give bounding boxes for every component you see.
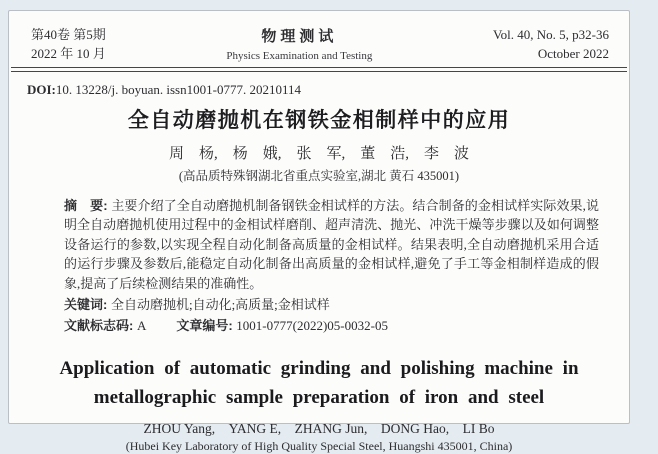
header-double-rule — [11, 67, 627, 72]
article-id-value: 1001-0777(2022)05-0032-05 — [236, 318, 388, 334]
article-authors-en: ZHOU Yang, YANG E, ZHANG Jun, DONG Hao, LI Bo — [143, 420, 495, 436]
article-title-cn: 全自动磨抛机在钢铁金相制样中的应用 — [127, 109, 511, 132]
doi-value: 10. 13228/j. boyuan. issn1001-0777. 20210114 — [55, 82, 301, 97]
keywords-label: 关键词: — [64, 297, 111, 313]
abstract-paragraph — [64, 196, 599, 293]
journal-header-left — [31, 25, 106, 63]
article-title-en — [9, 354, 629, 412]
journal-date-cn: 2022 年 10 月 — [31, 46, 106, 61]
article-affiliation-cn: (高品质特殊钢湖北省重点实验室,湖北 黄石 435001) — [178, 169, 460, 183]
journal-volume-issue-cn: 第40卷 第5期 — [31, 27, 106, 42]
keywords-line — [64, 295, 599, 314]
article-title-en-line1: Application of automatic grinding and polishing machine in — [59, 357, 579, 379]
journal-header-right — [493, 25, 609, 63]
article-title-en-line2: metallographic sample preparation of iron and steel — [93, 386, 545, 408]
journal-name-cn: 物理测试 — [261, 28, 338, 45]
journal-header — [9, 11, 629, 63]
doc-code-value: A — [136, 318, 147, 334]
doc-code-label: 文献标志码: — [64, 318, 137, 334]
article-authors-cn: 周 杨, 杨 娥, 张 军, 董 浩, 李 波 — [168, 146, 469, 162]
abstract-label: 摘 要: — [64, 198, 112, 213]
article-id-label: 文章编号: — [176, 318, 237, 334]
journal-name-en: Physics Examination and Testing — [226, 50, 373, 62]
document-code-line — [64, 316, 599, 335]
journal-volume-issue-en: Vol. 40, No. 5, p32-36 — [492, 27, 609, 42]
article-affiliation-en: (Hubei Key Laboratory of High Quality Special Steel, Huangshi 435001, China) — [125, 438, 513, 453]
abstract-text: 主要介绍了全自动磨抛机制备钢铁金相试样的方法。结合制备的金相试样实际效果,说明全自动磨抛机使用过程中的金相试样磨削、超声清洗、抛光、冲洗干燥等步骤以及如何调整设备运行的参数,以实现全程自动化制备高质量的金相试样。结果表明,全自动磨抛机采用合适的运行步骤及参数后,能稳定自动化制备出高质量的金相试样,避免了手工等金相制样造成的假象,提高了后续检测结果的准确性。 — [64, 198, 599, 291]
journal-date-en: October 2022 — [537, 46, 609, 61]
doi-line — [27, 82, 629, 98]
journal-header-center — [226, 25, 372, 62]
doi-label: DOI: — [27, 82, 56, 97]
keywords-text: 全自动磨抛机;自动化;高质量;金相试样 — [110, 297, 330, 313]
document-page — [8, 10, 630, 453]
